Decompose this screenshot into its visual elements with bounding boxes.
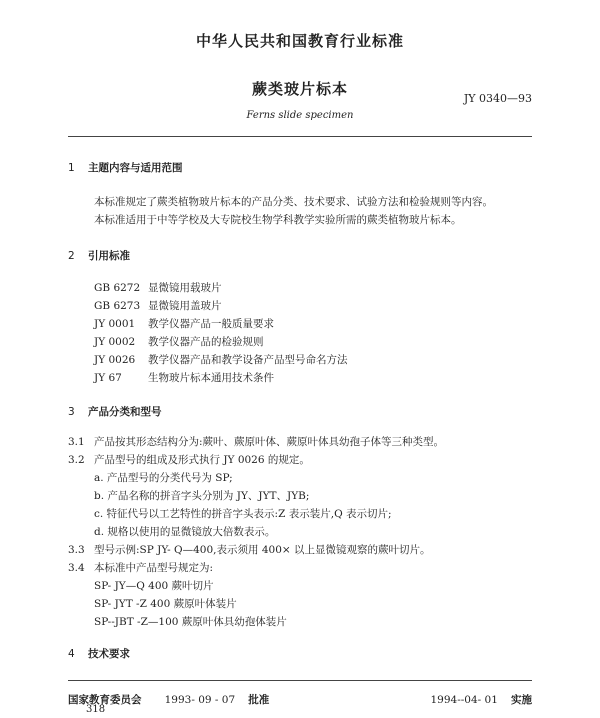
section-2-heading <box>68 248 130 263</box>
sub-item: c. 特征代号以工艺特性的拼音字头表示:Z 表示装片,Q 表示切片; <box>94 508 392 520</box>
section-number: 3 <box>68 406 75 418</box>
section-title: 产品分类和型号 <box>88 406 162 418</box>
model-item: SP- JYT -Z 400 蕨原叶体装片 <box>94 598 237 610</box>
standard-category: 中华人民共和国教育行业标准 <box>195 32 404 50</box>
reference-name: 教学仪器产品的检验规则 <box>148 336 264 348</box>
reference-name: 显微镜用载玻片 <box>148 282 222 294</box>
section-title: 引用标准 <box>88 250 130 262</box>
clause-item <box>68 434 444 449</box>
clause-item <box>68 452 310 467</box>
section-1-heading <box>68 160 183 175</box>
reference-item <box>94 334 264 349</box>
reference-code: GB 6273 <box>94 300 141 312</box>
clause-number: 3.4 <box>68 562 85 574</box>
reference-item <box>94 298 222 313</box>
footer-rule <box>68 680 532 681</box>
issuer: 国家教育委员会 <box>68 694 142 706</box>
section-title: 主题内容与适用范围 <box>88 162 183 174</box>
reference-name: 显微镜用盖玻片 <box>148 300 222 312</box>
reference-code: JY 0001 <box>94 318 136 330</box>
reference-code: JY 0026 <box>94 354 136 366</box>
reference-code: GB 6272 <box>94 282 141 294</box>
paragraph: 本标准适用于中等学校及大专院校生物学科教学实验所需的蕨类植物玻片标本。 <box>94 214 462 226</box>
document-title: 蕨类玻片标本 <box>251 80 348 98</box>
clause-number: 3.3 <box>68 544 85 556</box>
reference-name: 教学仪器产品一般质量要求 <box>148 318 274 330</box>
page-number: 318 <box>86 704 106 715</box>
reference-code: JY 67 <box>94 372 122 384</box>
footer-implementation <box>430 688 532 707</box>
sub-item: d. 规格以使用的显微镜放大倍数表示。 <box>94 526 276 538</box>
paragraph: 本标准规定了蕨类植物玻片标本的产品分类、技术要求、试验方法和检验规则等内容。 <box>94 196 493 208</box>
section-number: 1 <box>68 162 75 174</box>
impl-date: 1994--04- 01 <box>430 694 498 706</box>
clause-item <box>68 560 213 575</box>
approve-date: 1993- 09 - 07 <box>164 694 236 706</box>
clause-text: 本标准中产品型号规定为: <box>94 562 214 574</box>
reference-item <box>94 352 348 367</box>
section-4-heading <box>68 646 130 661</box>
reference-item <box>94 280 222 295</box>
approve-label: 批准 <box>248 694 270 706</box>
clause-number: 3.2 <box>68 454 85 466</box>
model-item: SP--JBT -Z—100 蕨原叶体具幼孢体装片 <box>94 616 287 628</box>
reference-item <box>94 370 274 385</box>
section-title: 技术要求 <box>88 648 130 660</box>
section-3-heading <box>68 404 162 419</box>
reference-item <box>94 316 274 331</box>
english-title: Ferns slide specimen <box>246 110 354 121</box>
section-number: 2 <box>68 250 75 262</box>
model-item: SP- JY—Q 400 蕨叶切片 <box>94 580 214 592</box>
header-rule <box>68 136 532 137</box>
clause-text: 型号示例:SP JY- Q—400,表示须用 400× 以上显微镜观察的蕨叶切片。 <box>94 544 431 556</box>
clause-text: 产品按其形态结构分为:蕨叶、蕨原叶体、蕨原叶体具幼孢子体等三种类型。 <box>94 436 445 448</box>
impl-label: 实施 <box>511 694 532 706</box>
section-number: 4 <box>68 648 75 660</box>
standard-number: JY 0340—93 <box>463 92 532 105</box>
clause-number: 3.1 <box>68 436 85 448</box>
reference-name: 生物玻片标本通用技术条件 <box>148 372 274 384</box>
sub-item: b. 产品名称的拼音字头分别为 JY、JYT、JYB; <box>94 490 310 502</box>
clause-text: 产品型号的组成及形式执行 JY 0026 的规定。 <box>94 454 310 466</box>
reference-name: 教学仪器产品和教学设备产品型号命名方法 <box>148 354 348 366</box>
sub-item: a. 产品型号的分类代号为 SP; <box>94 472 233 484</box>
reference-code: JY 0002 <box>94 336 136 348</box>
clause-item <box>68 542 431 557</box>
